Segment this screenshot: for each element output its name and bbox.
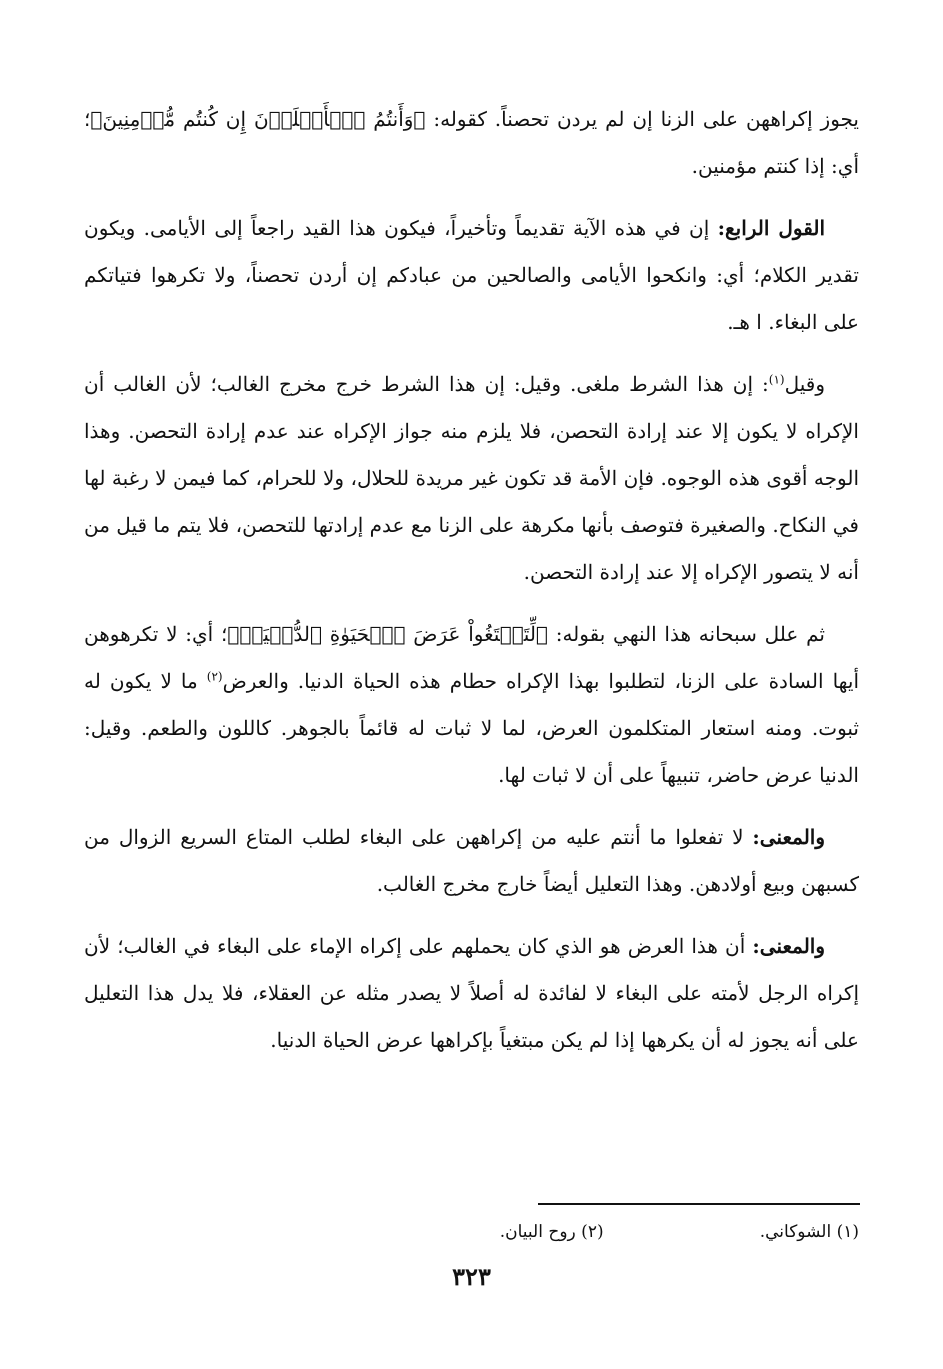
page-number: ٣٢٣ [452, 1262, 491, 1291]
paragraph-lead: القول الرابع: [717, 216, 825, 240]
paragraph-pre: وقيل [784, 372, 825, 396]
paragraph-lead: والمعنى: [752, 934, 825, 958]
footnote-marker[interactable]: (٢) [206, 669, 223, 684]
paragraph-text: أن هذا العرض هو الذي كان يحملهم على إكراه الإماء على البغاء في الغالب؛ لأن إكراه الرجل لأمته على البغاء لا لفائدة له أصلاً لا يصدر مثله عن العقلاء، فلا يدل هذا التعليل على أنه يجوز له أن يكرهها إذا لم يكن مبتغياً بإكراهها عرض الحياة الدنيا. [84, 934, 859, 1052]
paragraph-4 [84, 611, 859, 799]
paragraph-text: لا تفعلوا ما أنتم عليه من إكراههن على البغاء لطلب المتاع السريع الزوال من كسبهن وبيع أولادهن. وهذا التعليل أيضاً خارج مخرج الغالب. [84, 825, 859, 896]
paragraph-text: إن في هذه الآية تقديماً وتأخيراً، فيكون هذا القيد راجعاً إلى الأيامى. ويكون تقدير الكلام؛ أي: وانكحوا الأيامى والصالحين من عبادكم إن أردن تحصناً، ولا تكرهوا فتياتكم على البغاء. ا هـ. [84, 216, 859, 334]
paragraph-pre: ثم علل سبحانه هذا النهي بقوله: ﴿لِّتَبۡتَغُواْ عَرَضَ ٱلۡحَيَوٰةِ ٱلدُّنۡيَاۚ﴾؛ أي: لا تكرهوهن أيها السادة على الزنا، لتطلبوا بهذا الإكراه حطام هذه الحياة الدنيا. والعرض [84, 622, 860, 693]
footnote-text: روح البيان. [499, 1222, 576, 1242]
paragraph-text: يجوز إكراههن على الزنا إن لم يردن تحصناً. كقوله: ﴿وَأَنتُمُ ٱلۡأَعۡلَوۡنَ إِن كُنتُم مُّؤۡمِنِينَ﴾؛ أي: إذا كنتم مؤمنين. [84, 107, 859, 178]
footnote-2 [500, 1212, 604, 1252]
footnote-text: الشوكاني. [759, 1222, 832, 1242]
paragraph-text: ما لا يكون له ثبوت. ومنه استعار المتكلمون العرض، لما لا ثبات له قائماً بالجوهر. كاللون والطعم. وقيل: الدنيا عرض حاضر، تنبيهاً على أن لا ثبات لها. [84, 669, 859, 787]
footnote-number: (١) [836, 1222, 859, 1242]
paragraph-2 [84, 205, 859, 346]
footnote-number: (٢) [581, 1222, 604, 1242]
footnote-divider [538, 1203, 860, 1205]
footnote-marker[interactable]: (١) [768, 372, 785, 387]
footnotes [299, 1212, 859, 1252]
paragraph-6 [84, 923, 859, 1064]
main-text [84, 96, 859, 1079]
paragraph-5 [84, 814, 859, 908]
footnote-1 [609, 1212, 859, 1252]
paragraph-text: : إن هذا الشرط ملغى. وقيل: إن هذا الشرط خرج مخرج الغالب؛ لأن الغالب أن الإكراه لا يكون إلا عند إرادة التحصن، فلا يلزم منه جواز الإكراه عند عدم إرادة التحصن. وهذا الوجه أقوى هذه الوجوه. فإن الأمة قد تكون غير مريدة للحلال، ولا للحرام، كما فيمن لا رغبة لها في النكاح. والصغيرة فتوصف بأنها مكرهة على الزنا مع عدم إرادتها للتحصن، فلا يتم ما قيل من أنه لا يتصور الإكراه إلا عند إرادة التحصن. [84, 372, 859, 584]
paragraph-1 [84, 96, 859, 190]
paragraph-3 [84, 361, 859, 596]
paragraph-lead: والمعنى: [752, 825, 825, 849]
